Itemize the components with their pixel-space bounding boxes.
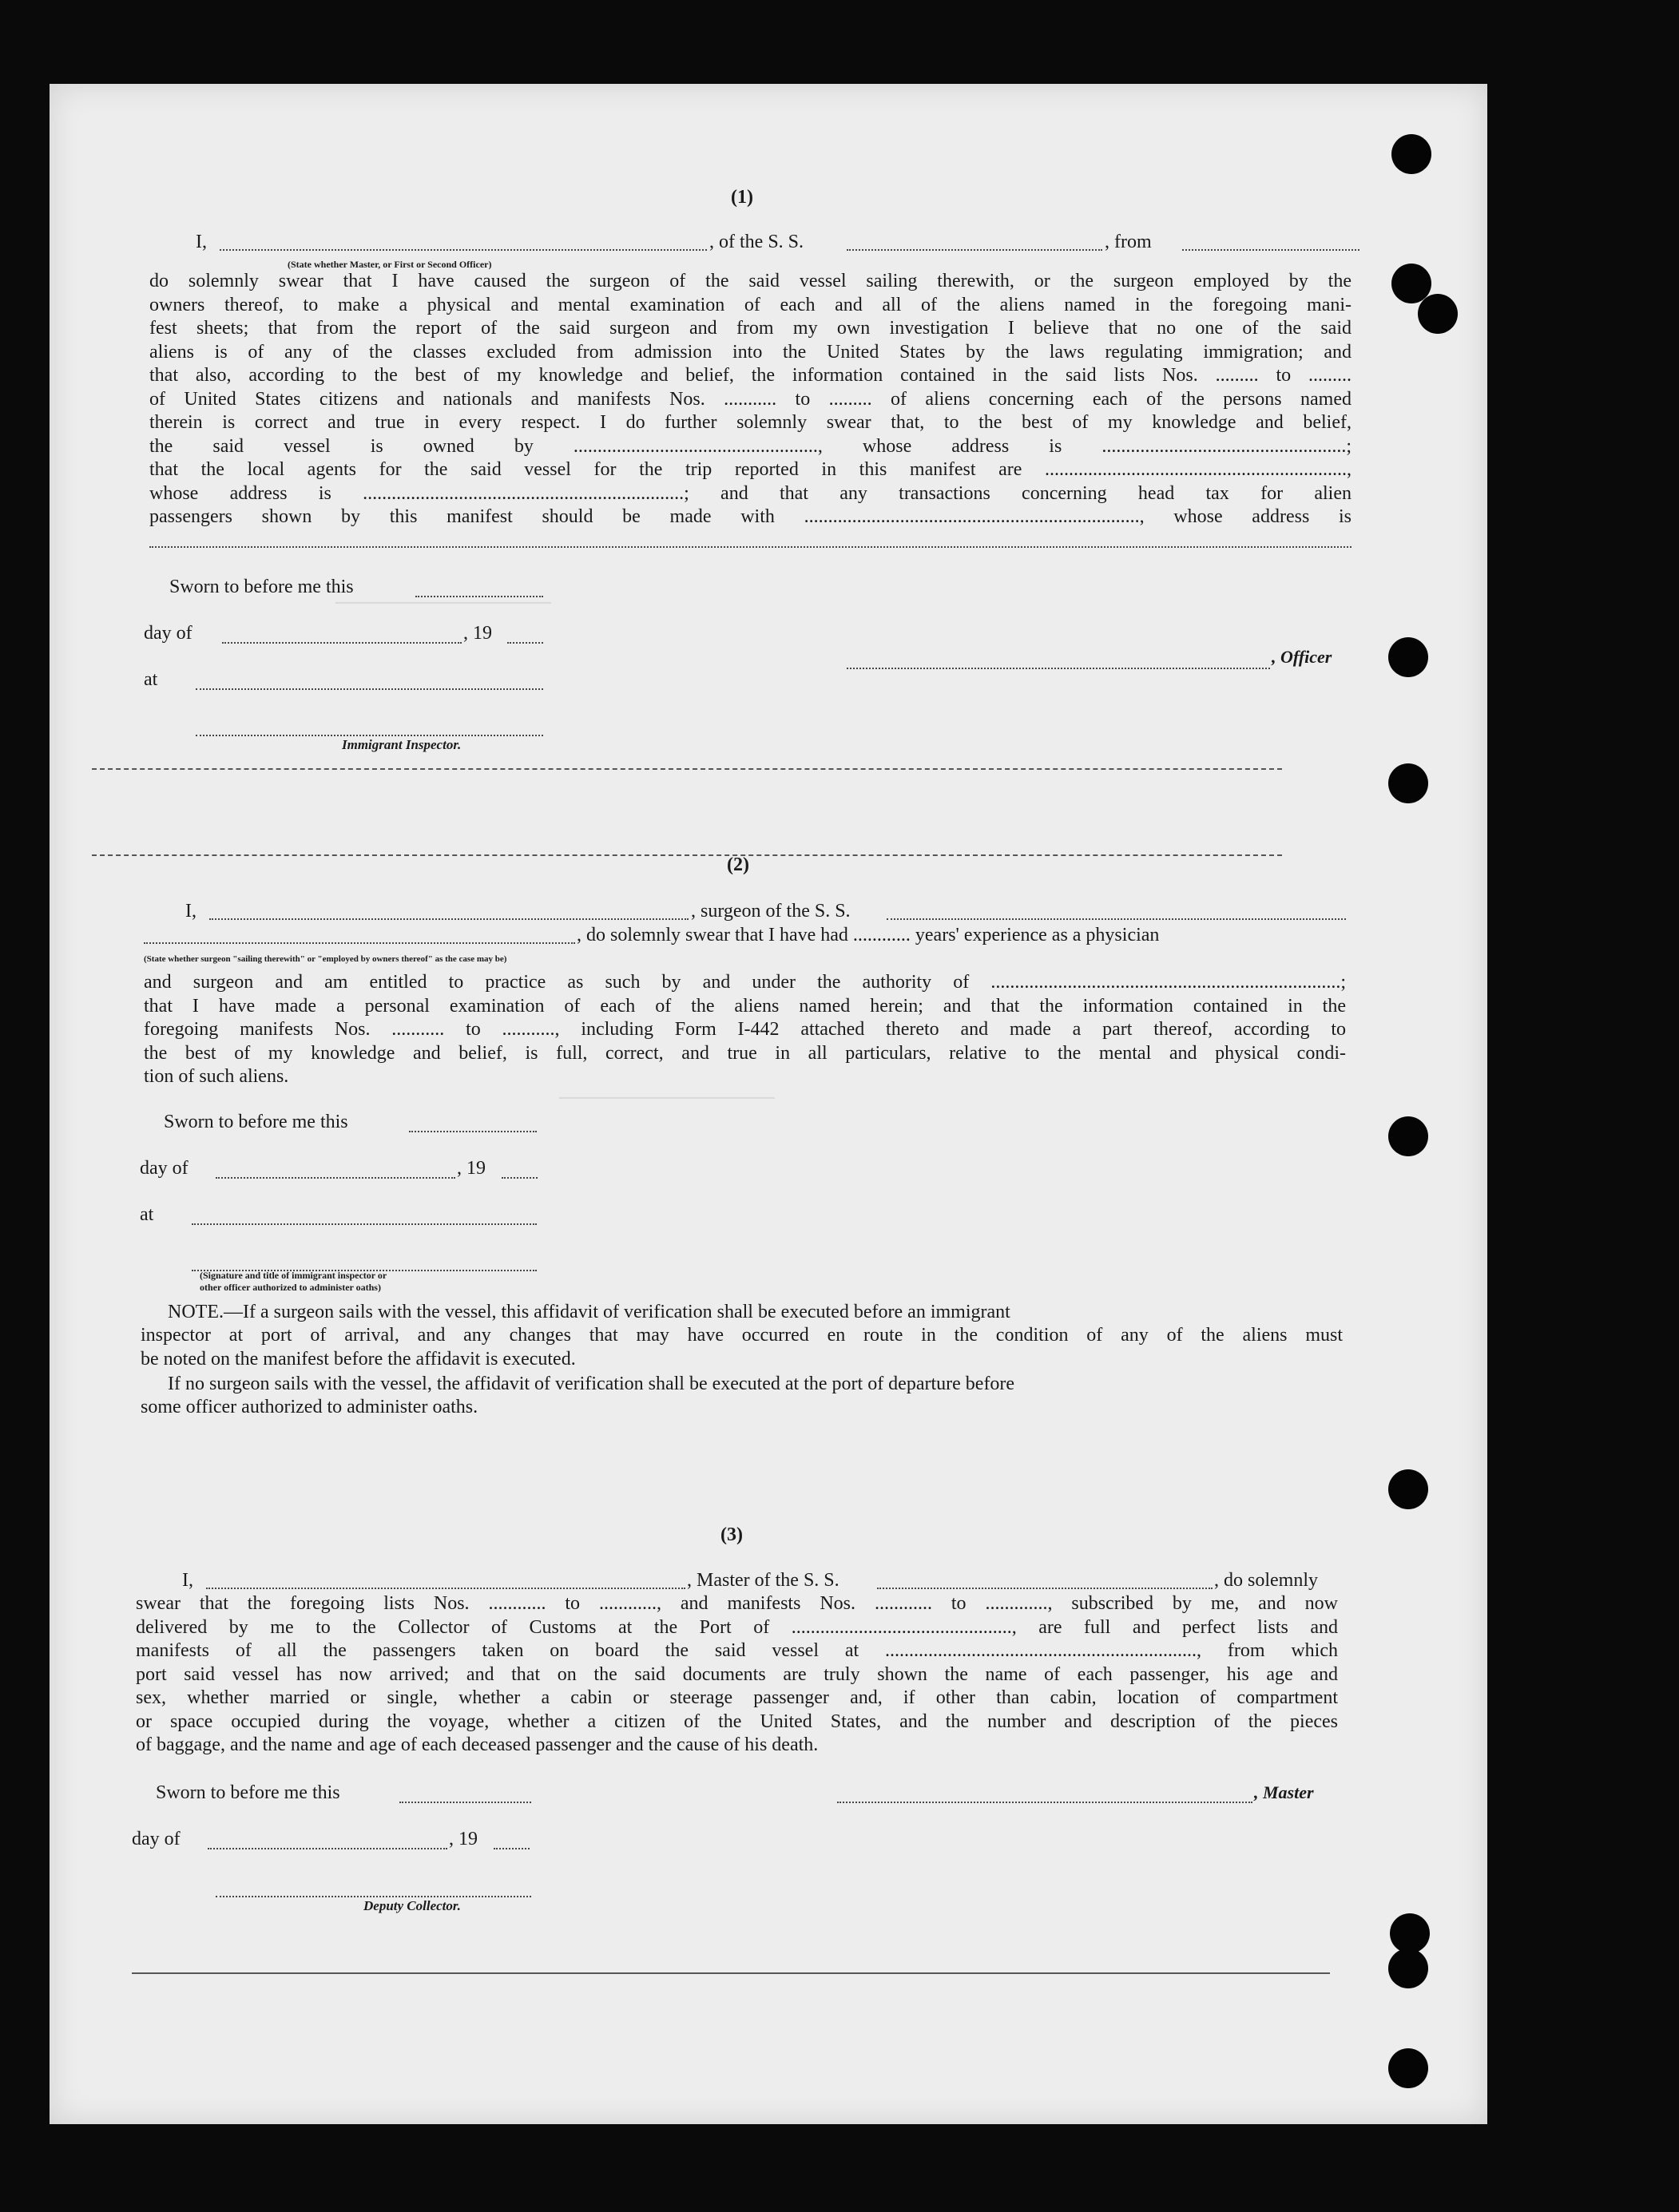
sworn-date-blank[interactable] [399, 1786, 531, 1803]
section-divider [92, 854, 1282, 856]
sworn-date-blank[interactable] [415, 580, 543, 597]
section2-line1-surgeon: , surgeon of the S. S. [691, 901, 851, 922]
at-place-blank[interactable] [196, 672, 543, 690]
day-of-label: day of [132, 1829, 181, 1849]
section2-body: and surgeon and am entitled to practice as such by and under the authority of .........................................................................; that I have made a personal examination of each of the aliens named herein; and that the information contained in the foregoing manifests Nos. ........... to ..........., including Form I-442 attached thereto and made a part thereof, according to the best of my knowledge and belief, is full, correct, and true in all particulars, relative to the mental and physical condi- tion of such aliens. [144, 972, 1346, 1087]
officer-blank[interactable] [220, 233, 707, 251]
vessel-name-blank[interactable] [847, 233, 1102, 251]
master-name-blank[interactable] [206, 1572, 685, 1589]
section3-line1-master: , Master of the S. S. [687, 1570, 840, 1591]
year-blank[interactable] [502, 1161, 538, 1179]
immigrant-inspector-label: Immigrant Inspector. [342, 737, 462, 752]
address-continuation-blank[interactable] [149, 530, 1352, 548]
note-line-1: —If a surgeon sails with the vessel, this affidavit of verification shall be executed before an immigrant [223, 1302, 1010, 1322]
note-label: NOTE. [168, 1302, 224, 1322]
punch-hole [1388, 637, 1428, 677]
at-label: at [144, 669, 158, 690]
surgeon-name-blank[interactable] [209, 902, 689, 920]
section2-line2: , do solemnly swear that I have had ............ years' experience as a physician [577, 925, 1160, 945]
punch-hole [1388, 1948, 1428, 1988]
note2-line2: some officer authorized to administer oaths. [141, 1397, 478, 1417]
signature-note-2: other officer authorized to administer oaths) [200, 1282, 381, 1293]
section1-line1-ss: , of the S. S. [709, 232, 804, 252]
section3-line1-end: , do solemnly [1214, 1570, 1318, 1591]
section-number: (3) [720, 1524, 743, 1545]
vessel-name-blank[interactable] [877, 1572, 1213, 1589]
section1-line1-i: I, [196, 232, 207, 252]
section2-line1-i: I, [185, 901, 196, 922]
sworn-label: Sworn to before me this [169, 577, 354, 597]
punch-hole [1388, 763, 1428, 803]
signature-blank[interactable] [192, 1254, 537, 1271]
at-label: at [140, 1204, 154, 1225]
punch-hole [1418, 294, 1458, 334]
master-signature-blank[interactable] [837, 1786, 1252, 1803]
officer-signature-blank[interactable] [847, 652, 1270, 669]
day-of-blank[interactable] [216, 1161, 455, 1179]
section-number: (1) [731, 187, 753, 208]
note2-line1: If no surgeon sails with the vessel, the affidavit of verification shall be executed at the port of departure before [168, 1374, 1015, 1394]
punch-hole [1388, 1116, 1428, 1156]
surgeon-note: (State whether surgeon "sailing therewith" or "employed by owners thereof" as the case may be) [144, 954, 507, 964]
deputy-collector-label: Deputy Collector. [363, 1898, 461, 1913]
surgeon-type-blank[interactable] [144, 926, 575, 944]
day-of-label: day of [140, 1158, 189, 1179]
bleed-through-text: ─────────────── [559, 1086, 776, 1113]
section-number: (2) [727, 854, 749, 875]
section1-body: do solemnly swear that I have caused the surgeon of the said vessel sailing therewith, or the surgeon employed by the owners thereof, to make a physical and mental examination of each and all of the aliens named in the foregoing mani- fest sheets; that from the report of the said surgeon and from my own investigation I believe that no one of the said aliens is of any of the classes excluded from admission into the United States by the laws regulating immigration; and that also, according to the best of my knowledge and belief, the information contained in the said lists Nos. ......... to ......... of United States citizens and nationals and manifests Nos. ........... to ......... of aliens concerning each of the persons named therein is correct and true in every respect. I do further solemnly swear that, to the best of my knowledge and belief, the said vessel is owned by ..................................................., whose address is ...................................................; that the local agents for the said vessel for the trip reported in this manifest are ..............................................................., whose address is ...................................................................; and that any transactions concerning head tax for alien passengers shown by this manifest should be made with ......................................................................, whose address is [149, 271, 1352, 527]
signature-note-1: (Signature and title of immigrant inspector or [200, 1270, 387, 1281]
year-label: , 19 [449, 1829, 478, 1849]
punch-hole [1388, 2048, 1428, 2088]
from-port-blank[interactable] [1182, 233, 1359, 251]
sworn-label: Sworn to before me this [164, 1112, 348, 1132]
punch-hole [1390, 1913, 1430, 1953]
bottom-rule [132, 1972, 1330, 1974]
section-divider [92, 768, 1282, 770]
at-place-blank[interactable] [192, 1207, 537, 1225]
officer-note: (State whether Master, or First or Second Officer) [288, 259, 492, 270]
day-of-blank[interactable] [222, 626, 462, 644]
bleed-through-text: ─────────────── [335, 591, 552, 618]
officer-label: , Officer [1272, 647, 1332, 667]
punch-hole [1388, 1469, 1428, 1509]
note-paragraph [168, 1300, 1010, 1324]
section3-line1-i: I, [182, 1570, 193, 1591]
sworn-date-blank[interactable] [409, 1115, 537, 1132]
day-of-blank[interactable] [208, 1832, 447, 1849]
section3-body: swear that the foregoing lists Nos. ............ to ............, and manifests Nos. ............ to ............., subscribed by me, and now delivered by me to the Collector of Customs at the Port of .............................................., are full and perfect lists and manifests of all the passengers taken on board the said vessel at ................................................................., from which port said vessel has now arrived; and that on the said documents are truly shown the name of each passenger, his age and sex, whether married or single, whether a cabin or steerage passenger and, if other than cabin, location of compartment or space occupied during the voyage, whether a citizen of the United States, and the number and description of the pieces of baggage, and the name and age of each deceased passenger and the cause of his death. [136, 1593, 1338, 1755]
note-body: inspector at port of arrival, and any changes that may have occurred en route in the condition of any of the aliens must be noted on the manifest before the affidavit is executed. [141, 1325, 1343, 1370]
year-label: , 19 [463, 623, 492, 644]
year-label: , 19 [457, 1158, 486, 1179]
section1-line1-from: , from [1105, 232, 1152, 252]
vessel-name-blank[interactable] [887, 902, 1346, 920]
day-of-label: day of [144, 623, 193, 644]
master-label: , Master [1254, 1782, 1314, 1802]
sworn-label: Sworn to before me this [156, 1782, 340, 1803]
year-blank[interactable] [494, 1832, 530, 1849]
year-blank[interactable] [507, 626, 543, 644]
punch-hole [1391, 134, 1431, 174]
